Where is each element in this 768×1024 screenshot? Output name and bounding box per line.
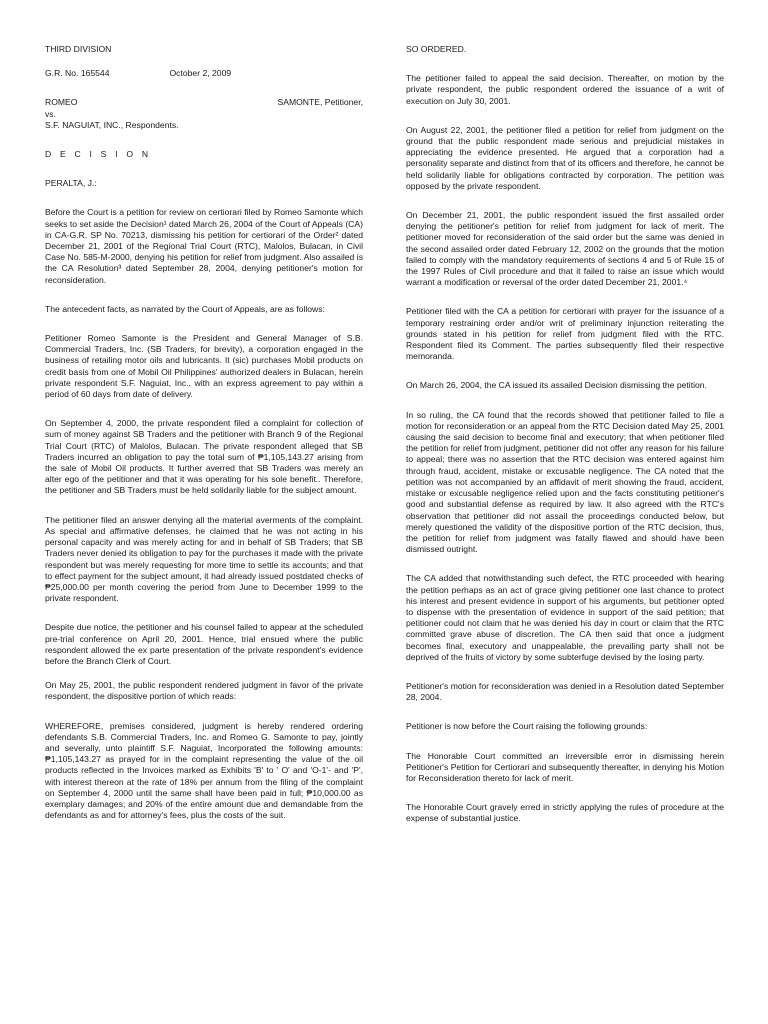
right-column xyxy=(406,44,724,825)
paragraph: Petitioner Romeo Samonte is the President and General Manager of S.B. Commercial Traders, Inc. (SB Traders, for brevity), a corporation engaged in the business of retailing motor oils and lubricants. It (sic) purchases Mobil products on credit basis from one of Mobil Oil Philippines' authorized dealers in Bulacan, herein private respondent S.F. Naguiat, Inc., with an express agreement to pay within a period of 60 days from date of delivery. xyxy=(45,333,363,400)
versus-text: vs. xyxy=(45,108,56,119)
decision-heading: D E C I S I O N xyxy=(45,149,152,160)
dispositive-portion: WHEREFORE, premises considered, judgment is hereby rendered ordering defendants S.B. Commercial Traders, Inc. and Romeo G. Samonte to pay, jointly and severally, unto plaintiff S.F. Naguiat, Incorporated the following amounts: ₱1,105,143.27 as prayed for in the complaint representing the value of the oil products reflected in the Invoices marked as Exhibits 'B' to ' O' and 'O-1'- and 'P', with interest thereon at the rate of 18% per annum from the filing of the complaint on September 4, 2000 until the same shall have been paid in full; ₱10,000.00 as exemplary damages; and 20% of the entire amount due and demandable from the defendants as and for attorney's fees, plus the costs of the suit. xyxy=(45,720,363,821)
ground-item: The Honorable Court gravely erred in strictly applying the rules of procedure at the expense of substantial justice. xyxy=(406,802,724,824)
paragraph: The antecedent facts, as narrated by the Court of Appeals, are as follows: xyxy=(45,303,325,314)
respondent-name: S.F. NAGUIAT, INC., Respondents. xyxy=(45,119,179,130)
division-heading: THIRD DIVISION xyxy=(45,44,112,54)
paragraph: On August 22, 2001, the petitioner filed a petition for relief from judgment on the ground that the public respondent made serious and prejudicial mistakes in appreciating the evidence presented. He argued that a corporation had a personality separate and distinct from that of its officers and therefore, he cannot be held solidarily liable for obligations contracted by corporation. The petition was opposed by the private respondent. xyxy=(406,124,724,191)
so-ordered: SO ORDERED. xyxy=(406,44,467,54)
paragraph: Petitioner is now before the Court raising the following grounds: xyxy=(406,721,648,732)
paragraph: The petitioner failed to appeal the said decision. Thereafter, on motion by the private respondent, the public respondent ordered the issuance of a writ of execution on July 30, 2001. xyxy=(406,73,724,106)
paragraph: On March 26, 2004, the CA issued its assailed Decision dismissing the petition. xyxy=(406,380,707,391)
ground-item: The Honorable Court committed an irreversible error in dismissing herein Petitioner's Petition for Certiorari and subsequently thereafter, in denying his Motion for Reconsideration thereto for lack of merit. xyxy=(406,750,724,783)
paragraph: On September 4, 2000, the private respondent filed a complaint for collection of sum of money against SB Traders and the petitioner with Branch 9 of the Regional Trial Court (RTC) of Malolos, Bulacan. The private respondent alleged that SB Traders incurred an obligation to pay the total sum of ₱1,105,143.27 arising from the sale of Mobil Oil products. It further averred that SB Traders was merely an alter ego of the petitioner and that it was operating for his sole benefit.. Therefore, the petitioner and SB Traders must be held solidarily liable for the subject amount. xyxy=(45,418,363,496)
paragraph: Petitioner filed with the CA a petition for certiorari with prayer for the issuance of a temporary restraining order and/or writ of preliminary injunction reiterating the grounds stated in his petition for relief from judgment filed with the RTC. Respondent filed its Comment. The parties subsequently filed their respective memoranda. xyxy=(406,306,724,362)
paragraph: On May 25, 2001, the public respondent rendered judgment in favor of the private respondent, the dispositive portion of which reads: xyxy=(45,680,363,702)
paragraph: Petitioner's motion for reconsideration was denied in a Resolution dated September 28, 2004. xyxy=(406,680,724,703)
petitioner-line xyxy=(45,97,363,108)
ponente: PERALTA, J.: xyxy=(45,178,97,189)
paragraph: Despite due notice, the petitioner and his counsel failed to appear at the scheduled pre-trial conference on April 20, 2001. Hence, trial ensued where the public respondent allowed the ex parte presentation of the private respondent's evidence before the Branch Clerk of Court. xyxy=(45,622,363,666)
paragraph: The petitioner filed an answer denying all the material averments of the complaint. As special and affirmative defenses, he claimed that he was not acting in his personal capacity and was merely acting for and in behalf of SB Traders; that SB Traders never denied its obligation to pay for the purchases it made with the private respondent but was merely requesting for more time to settle its accounts; and that to effect payment for the subject amount, it had already issued postdated checks of ₱25,000.00 per month covering the period from June to December 1999 to the private respondent. xyxy=(45,514,363,604)
left-column xyxy=(45,44,363,821)
case-number-line xyxy=(45,68,363,79)
paragraph: On December 21, 2001, the public respondent issued the first assailed order denying the petitioner's petition for relief from judgment for lack of merit. The petitioner moved for reconsideration of the said order but the same was denied in the second assailed order dated February 12, 2002 on the grounds that the motion failed to comply with the mandatory requirements of sections 4 and 5 of Rule 15 of the 1997 Rules of Civil procedure and that it failed to raise an issue which would warrant a modification or reversal of the order dated December 21, 2001.⁴ xyxy=(406,210,724,288)
paragraph: The CA added that notwithstanding such defect, the RTC proceeded with hearing the petition perhaps as an act of grace giving petitioner one last chance to protect his interest and present evidence in support of his arguments, but petitioner opted to dispense with the presentation of evidence in support of the said petition; that petitioner could not claim that he was denied his day in court or claim that the RTC committed grave abuse of discretion. The CA then said that once a judgment becomes final, executory and unappealable, the prevailing party shall not be deprived of the fruits of victory by some subterfuge devised by the losing party. xyxy=(406,573,724,662)
decision-date: October 2, 2009 xyxy=(169,68,232,79)
gr-number: G.R. No. 165544 xyxy=(45,68,110,79)
paragraph: In so ruling, the CA found that the records showed that petitioner failed to file a motion for reconsideration or an appeal from the RTC Decision dated May 25, 2001 causing the said decision to become final and executory; that when petitioner filed the petition for relief from judgment, petitioner did not offer any reason for his failure to appeal; there was no assertion that the RTC decision was entered against him through fraud, accident, mistake or excusable negligence. The CA noted that the petition was not accompanied by an affidavit of merit showing the fraud, accident, mistake or excusable negligence relied upon and the facts constituting petitioner's good and substantial defense as required by law. It also agreed with the RTC's observation that petitioner did not assail the proceedings conducted below, but merely questioned the validity of the dispositive portion of the RTC decision, thus, the petition for relief from judgment was fatally flawed and should have been dismissed outright. xyxy=(406,409,724,555)
petitioner-first-name: ROMEO xyxy=(45,97,78,108)
paragraph: Before the Court is a petition for review on certiorari filed by Romeo Samonte which seeks to set aside the Decision¹ dated March 26, 2004 of the Court of Appeals (CA) in CA-G.R. SP No. 70213, dismissing his petition for certiorari of the Order² dated December 21, 2001 of the Regional Trial Court (RTC), Malolos, Bulacan, in Civil Case No. 585-M-2000, denying his petition for relief from judgment. Also assailed is the CA Resolution³ dated September 28, 2004, denying petitioner's motion for reconsideration. xyxy=(45,207,363,285)
petitioner-name: SAMONTE, Petitioner, xyxy=(277,97,363,108)
